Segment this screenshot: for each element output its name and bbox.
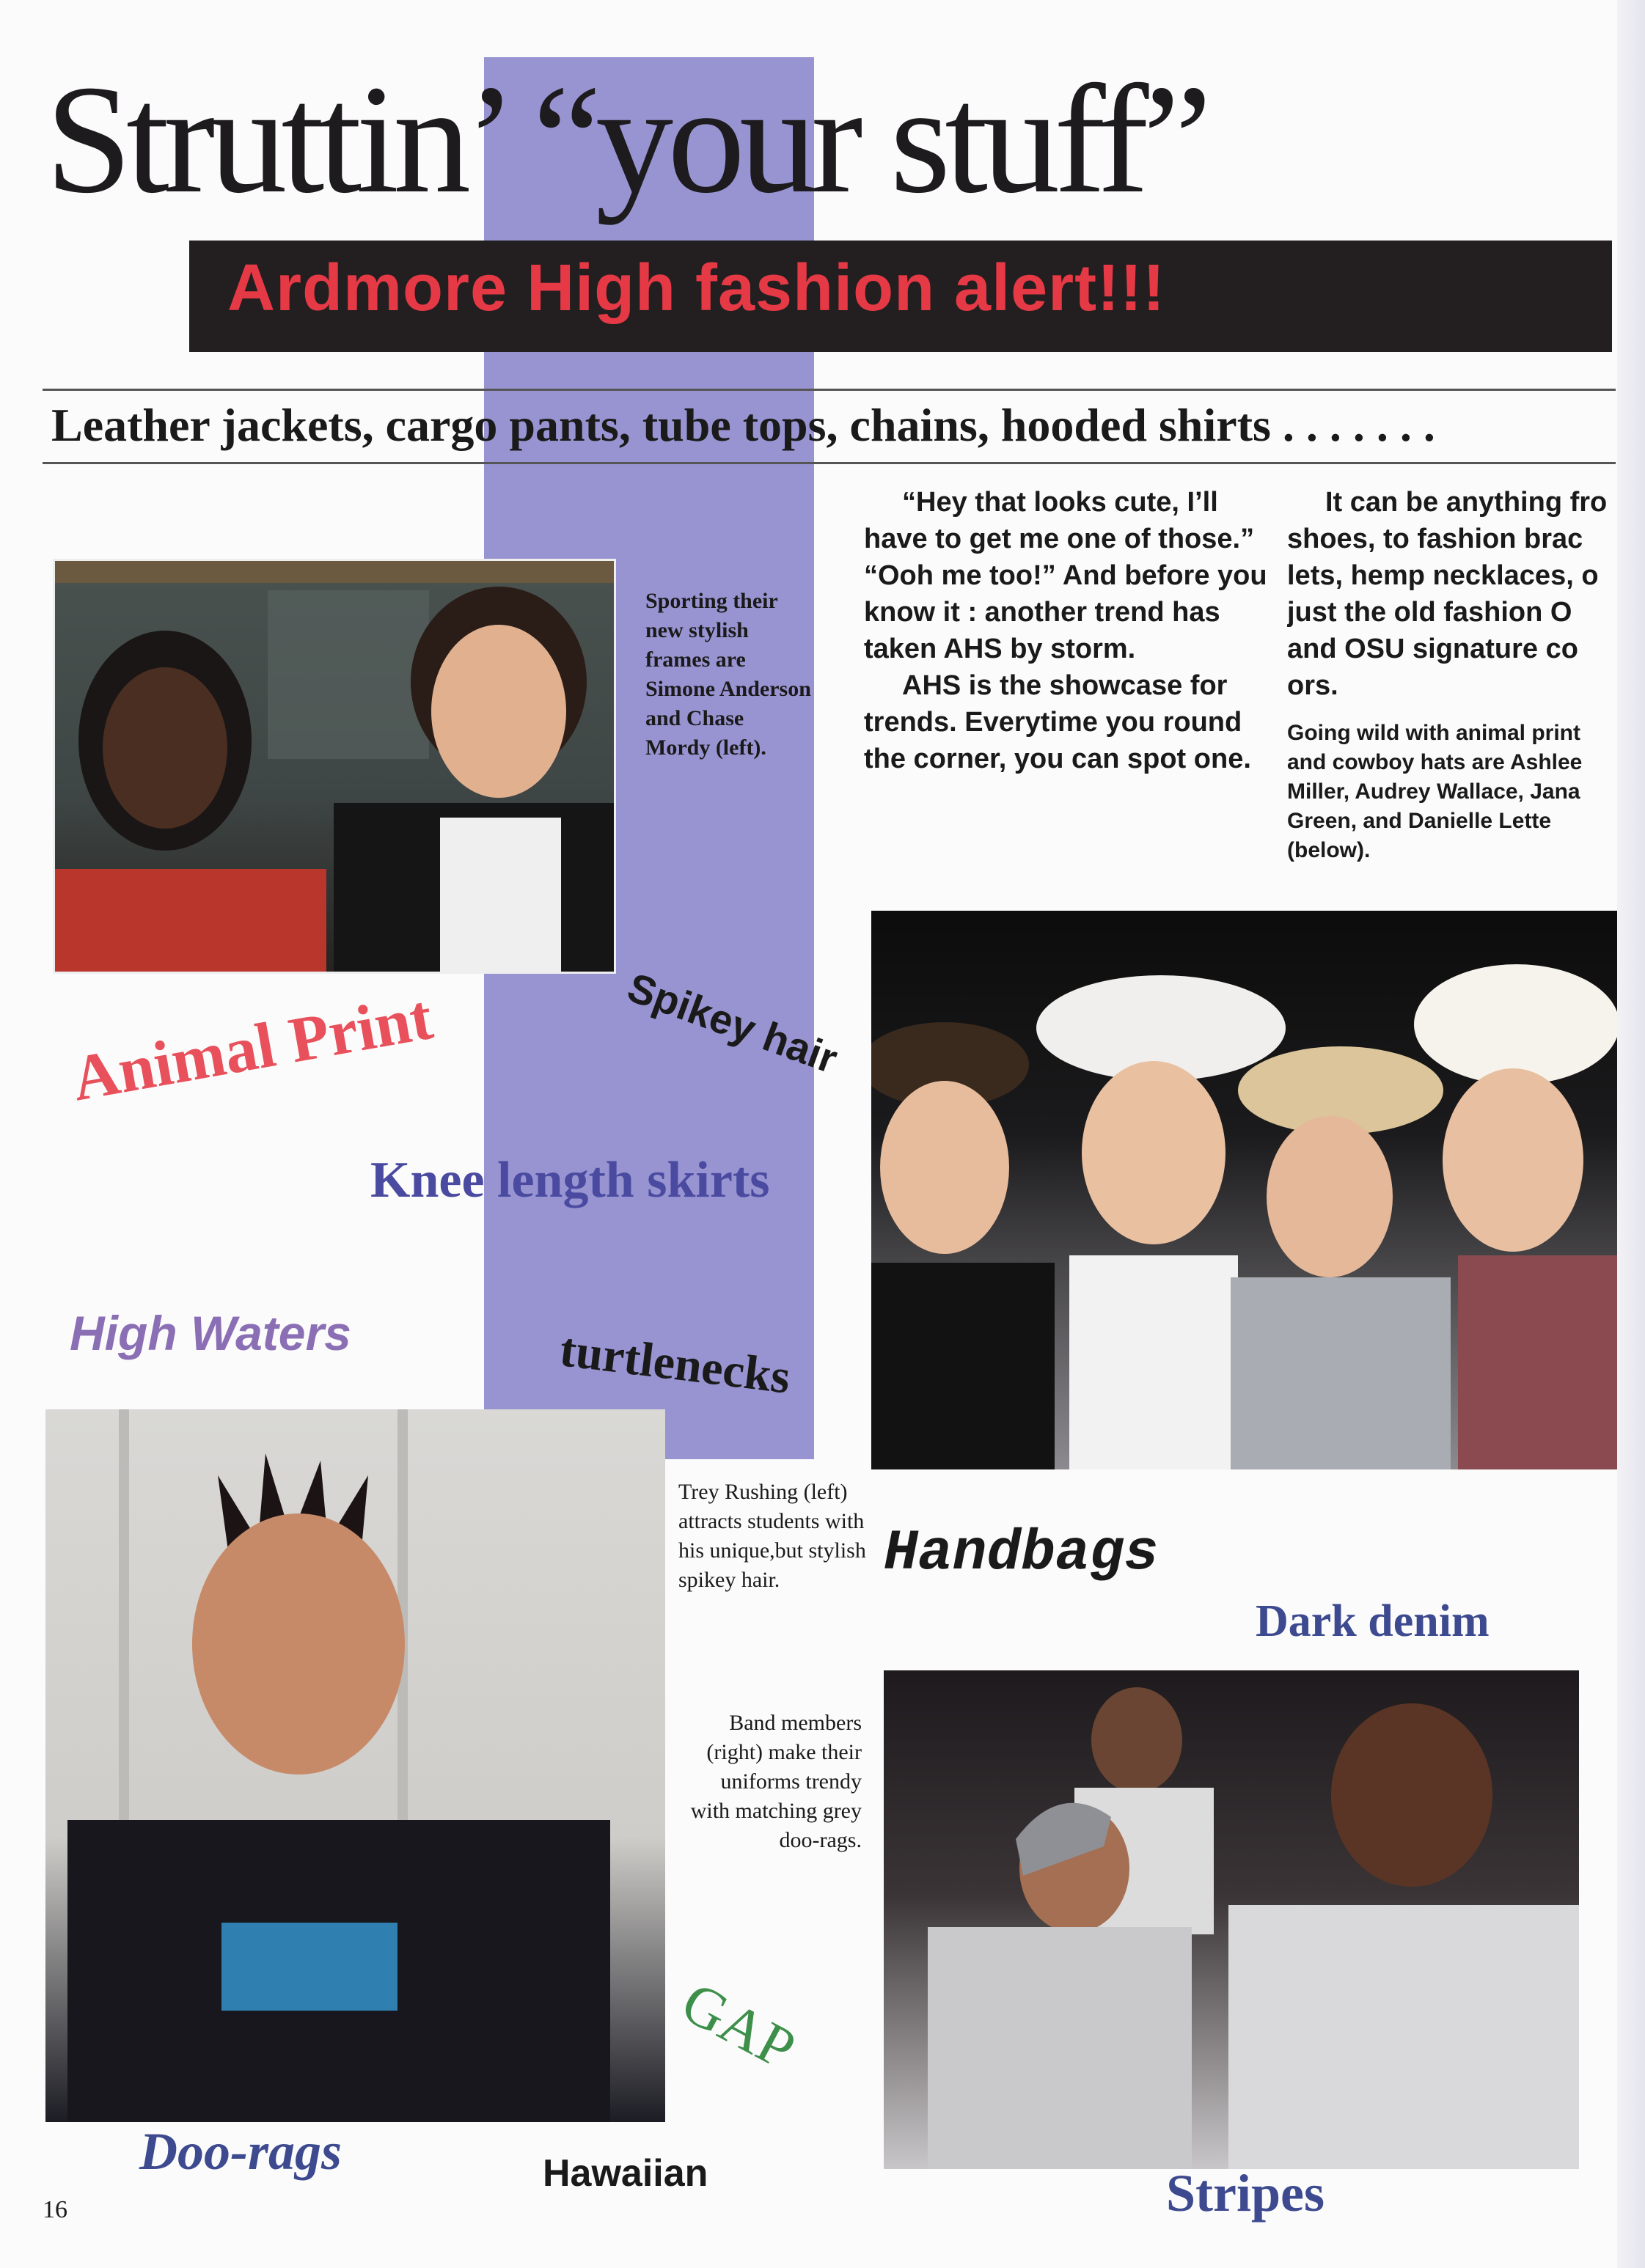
article-line-3: lets, hemp necklaces, o: [1287, 560, 1599, 591]
photo-glasses-illustration: [55, 561, 614, 972]
word-turtlenecks: turtlenecks: [557, 1323, 794, 1404]
banner-text: Ardmore High fashion alert!!!: [227, 252, 1166, 325]
caption-cowboy-hats: Going wild with animal print and cowboy hats are Ashlee Miller, Audrey Wallace, Jana Green, and Danielle Lette (below).: [1287, 721, 1583, 862]
photo-band-members: [884, 1670, 1579, 2169]
word-knee-length-skirts: Knee length skirts: [370, 1152, 770, 1208]
word-animal-print: Animal Print: [67, 981, 438, 1115]
word-handbags: Handbags: [884, 1522, 1159, 1586]
page-binding-shadow: [1617, 0, 1645, 2268]
word-spikey-hair: Spikey hair: [621, 964, 844, 1082]
article-line-6: ors.: [1287, 670, 1338, 701]
article-paragraph-2: AHS is the showcase for trends. Everytime you round the corner, you can spot one.: [864, 670, 1251, 774]
article-line-4: just the old fashion O: [1287, 597, 1572, 628]
photo-cowboy-hats-illustration: [871, 911, 1617, 1469]
article-line-1: It can be anything fro: [1325, 487, 1608, 518]
article-line-5: and OSU signature co: [1287, 634, 1578, 664]
page-title: Struttin’ “your stuff”: [45, 53, 1206, 225]
word-doo-rags: Doo-rags: [139, 2122, 342, 2181]
article-column-2: [1287, 484, 1617, 704]
page-number: 16: [43, 2196, 67, 2223]
subheadline: Leather jackets, cargo pants, tube tops, chains, hooded shirts . . . . . . .: [51, 399, 1435, 451]
subhead-rule-bottom: [43, 462, 1616, 464]
article-column-1: [864, 484, 1275, 777]
article-paragraph-1: “Hey that looks cute, I’ll have to get me one of those.” “Ooh me too!” And before you know it : another trend has taken AHS by storm.: [864, 487, 1267, 664]
caption-band: Band members (right) make their uniforms trendy with matching grey doo-rags.: [690, 1711, 862, 1852]
article-line-2: shoes, to fashion brac: [1287, 524, 1583, 554]
photo-spikey-hair: [45, 1409, 665, 2122]
word-stripes: Stripes: [1166, 2164, 1325, 2223]
photo-spikey-hair-illustration: [45, 1409, 665, 2122]
photo-band-members-illustration: [884, 1670, 1579, 2169]
word-hawaiian: Hawaiian: [543, 2152, 708, 2195]
photo-cowboy-hats: [871, 911, 1617, 1469]
photo-glasses-students: [53, 559, 616, 974]
subhead-rule-top: [43, 389, 1616, 391]
word-high-waters: High Waters: [70, 1306, 351, 1360]
word-gap: GAP: [671, 1970, 806, 2082]
caption-glasses: Sporting their new stylish frames are Simone Anderson and Chase Mordy (left).: [645, 589, 811, 760]
word-dark-denim: Dark denim: [1256, 1596, 1490, 1646]
caption-trey: Trey Rushing (left) attracts students with his unique,but stylish spikey hair.: [678, 1480, 866, 1592]
